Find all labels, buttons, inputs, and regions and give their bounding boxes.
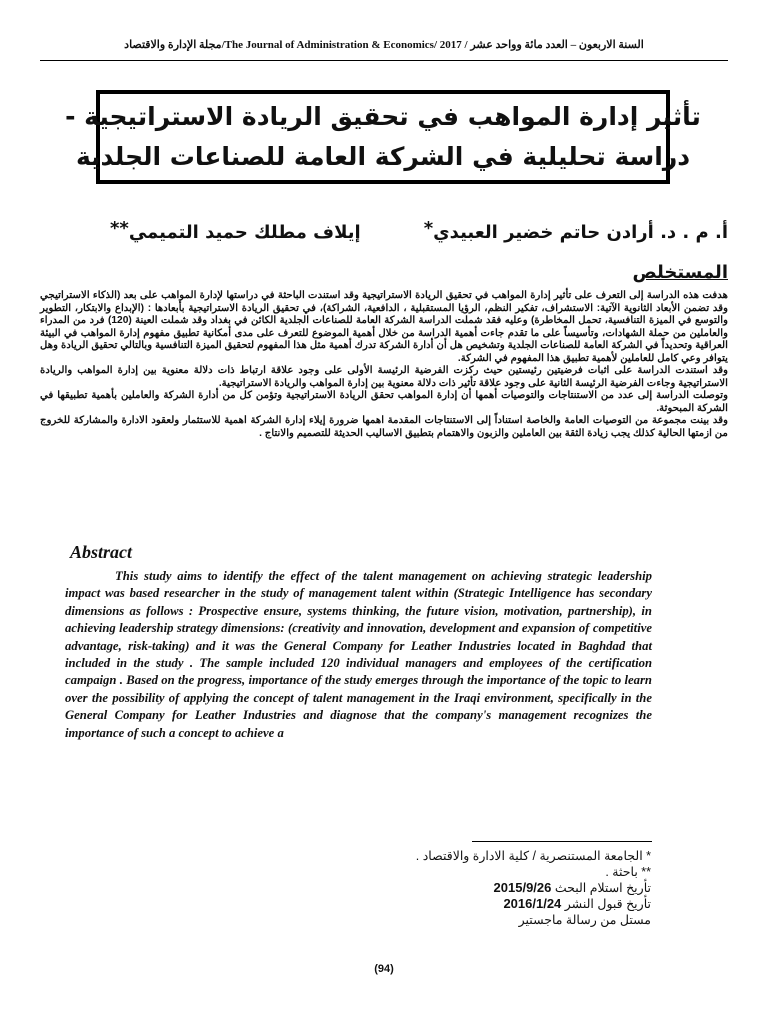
english-abstract-text: This study aims to identify the effect of the talent management on achieving strategic leadership impact was based researcher in the study of management talent within (Strategic Intelligence has secondary dimensions as follows : Prospective ensure, systems thinking, the future vision, motivation, partnership), in achieving leadership strategy dimensions: (creativity and innovation, development and expansion of competitive advantage, risk-taking) and it was the General Company for Leather Industries located in Baghdad that included in the study . The sample included 120 individual managers and employees of the certification campaign . Based on the progress, importance of the study emerges through the importance of the topic to learn over the possibility of applying the concept of talent management in the Iraqi environment, specifically in the General Company for Leather Industries and diagnose that the company's management recognizes the importance of such a concept to achieve a bbox=[65, 569, 652, 740]
arabic-paragraph-1: هدفت هذه الدراسة إلى التعرف على تأثير إدارة المواهب في تحقيق الريادة الاستراتيجية وقد استندت الباحثة في دراستها لإدارة المواهب على بعد (الذكاء الاستراتيجي وقد تضمن الأبعاد الثانوية الآتية: الاستشراف، تفكير النظم، الرؤيا المستقبلية ، الدافعية، الشراكة)، في تحقيق الريادة الاستراتيجية بأبعادها : (الإبداع والابتكار، التطوير والتوسع في الميزة التنافسية، تحمل المخاطرة) وعليه فقد شملت الدراسة الشركة العامة للصناعات الجلدية الكائن في بغداد وقد شملت العينة (120) فرد من المدراء والعاملين من حملة الشهادات، وتأسيساً على ما تقدم جاءت أهمية الدراسة من خلال أهمية الموضوع للتعرف على مدى أمكانية تطبيق مفهوم إدارة المواهب في البيئة العراقية وتحديداً في الشركة العامة للصناعات الجلدية وتشخيص هل أن أدارة الشركة تدرك أهمية مثل هذا المفهوم لتحقيق الميزة التنافسية وبالتالي تحقيق الريادة وهل يتوافر وعي كامل للعاملين لأهمية تطبيق هذا المفهوم في الشركة. bbox=[40, 290, 728, 364]
arabic-paragraph-2: وقد استندت الدراسة على اثبات فرضيتين رئيستين حيث ركزت الفرضية الرئيسة الأولى على وجود علاقة ارتباط ذات دلالة معنوية بين إدارة المواهب والريادة الاستراتيجية وجاءت الفرضية الرئيسة الثانية على وجود علاقة تأثير ذات دلالة معنوية بين إدارة المواهب والريادة الاستراتيجية. bbox=[40, 365, 728, 389]
footnote-divider bbox=[472, 841, 652, 842]
author-second: إيلاف مطلك حميد التميمي** bbox=[110, 218, 361, 243]
header-divider bbox=[40, 60, 728, 61]
arabic-abstract-body bbox=[40, 290, 728, 440]
title-line-2: دراسة تحليلية في الشركة العامة للصناعات الجلدية bbox=[75, 142, 691, 171]
accepted-date: 2016/1/24 bbox=[503, 896, 562, 911]
author-second-mark: ** bbox=[110, 218, 129, 239]
page-number: (94) bbox=[374, 963, 394, 975]
arabic-abstract-heading: المستخلص bbox=[632, 262, 728, 283]
title-box bbox=[65, 90, 701, 184]
arabic-paragraph-3: وتوصلت الدراسة إلى عدد من الاستنتاجات والتوصيات أهمها أن إدارة المواهب تحقق الريادة الاستراتيجية وتؤمن كل من أدارة الشركة والعاملين بأهمية تطبيقها في الشركة المبحوثة. bbox=[40, 390, 728, 414]
accepted-label: تأريخ قبول النشر bbox=[564, 897, 651, 911]
title-line-1: تأثير إدارة المواهب في تحقيق الريادة الاستراتيجية - bbox=[65, 102, 701, 131]
journal-header: مجلة الإدارة والاقتصاد/The Journal of Administration & Economics/ السنة الاربعون – العدد مائة وواحد عشر / 2017 bbox=[124, 39, 644, 51]
authors bbox=[110, 218, 728, 243]
footnote-researcher: ** باحثة . bbox=[605, 865, 651, 879]
footnotes bbox=[291, 848, 651, 928]
footnote-affiliation: * الجامعة المستنصرية / كلية الادارة والاقتصاد . bbox=[415, 849, 651, 863]
received-date: 2015/9/26 bbox=[493, 880, 552, 895]
received-label: تأريخ استلام البحث bbox=[554, 881, 651, 895]
accepted-row bbox=[291, 896, 651, 912]
received-row bbox=[291, 880, 651, 896]
arabic-paragraph-4: وقد بينت مجموعة من التوصيات العامة والخاصة استناداً إلى الاستنتاجات المقدمة اهمها ضرورة إيلاء إدارة الشركة اهمية للاستثمار ولعقود الادارة والمشاركة للخروج من ازمتها الحالية كذلك يجب زيادة الثقة بين العاملين والزبون والاهتمام بتطبيق الاساليب الحديثة للتصميم والانتاج . bbox=[40, 415, 728, 439]
author-first: أ. م . د. أرادن حاتم خضير العبيدي* bbox=[423, 218, 728, 243]
source-note: مستل من رسالة ماجستير bbox=[518, 913, 651, 927]
author-first-mark: * bbox=[423, 218, 434, 239]
english-abstract-body bbox=[65, 568, 652, 742]
english-abstract-heading: Abstract bbox=[70, 542, 133, 562]
